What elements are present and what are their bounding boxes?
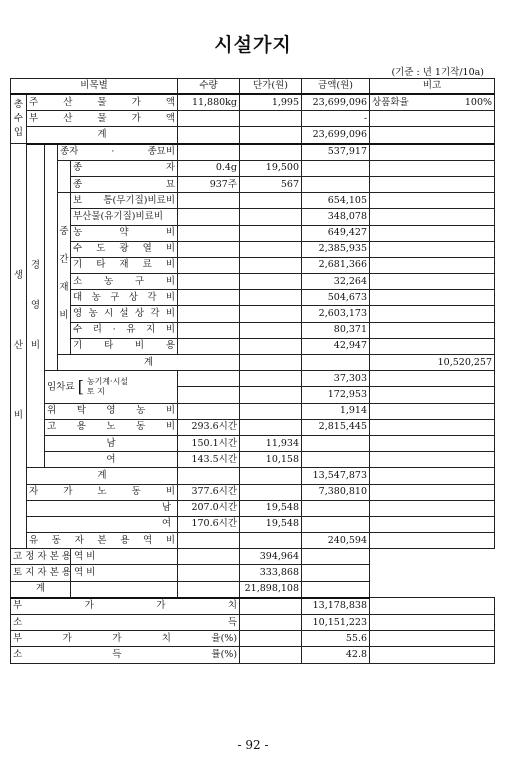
table-row — [11, 241, 495, 257]
table-row — [11, 549, 495, 565]
operating-label: 경영비 — [27, 144, 45, 468]
header-amount: 금액(원) — [302, 79, 370, 95]
table-row — [11, 452, 495, 468]
header-row — [11, 79, 495, 95]
page-title: 시설가지 — [214, 34, 292, 56]
table-row — [11, 631, 495, 647]
table-row — [11, 468, 495, 484]
summary-amount: 10,151,223 — [302, 615, 370, 631]
self-male-unit-price: 19,548 — [240, 500, 302, 516]
cost-item-label: 부산물(유기질)비료비 — [71, 209, 178, 225]
by-product-amount: - — [302, 111, 370, 127]
table-row — [11, 176, 495, 192]
table-row — [11, 516, 495, 532]
operating-total-label: 계 — [27, 468, 178, 484]
operating-total-amount: 13,547,873 — [302, 468, 370, 484]
table-row — [11, 127, 495, 144]
seed-label: 종자 · 종묘비 — [58, 144, 178, 161]
table-row — [11, 290, 495, 306]
self-labor-label: 자 가 노 동 비 — [27, 484, 178, 500]
cost-item-label: 소 농 구 비 — [71, 274, 178, 290]
hired-male-label: 남 — [45, 435, 178, 451]
table-row — [11, 225, 495, 241]
self-female-label: 여 — [27, 516, 178, 532]
table-row — [11, 419, 495, 435]
table-row — [11, 274, 495, 290]
cost-item-label: 기 타 비 용 — [71, 338, 178, 354]
cost-item-label: 수 도 광 열 비 — [71, 241, 178, 257]
cost-item-amount: 80,371 — [302, 322, 370, 338]
table-row — [11, 403, 495, 419]
table-row — [11, 615, 495, 631]
seedling-sub-label: 종 묘 — [71, 176, 178, 192]
main-product-unit-price: 1,995 — [240, 94, 302, 111]
cost-table — [10, 78, 495, 664]
table-row — [11, 598, 495, 615]
seed-sub-unit-price: 19,500 — [240, 160, 302, 176]
cost-item-label: 영 농 시 설 상 각 비 — [71, 306, 178, 322]
hired-female-quantity: 143.5시간 — [178, 452, 240, 468]
consignment-amount: 1,914 — [302, 403, 370, 419]
main-product-quantity: 11,880kg — [178, 94, 240, 111]
production-section-label: 생산비 — [11, 144, 27, 549]
income-total-label: 계 — [27, 127, 178, 144]
header-item: 비목별 — [11, 79, 178, 95]
table-row — [11, 306, 495, 322]
table-row — [11, 111, 495, 127]
capital-item-amount: 394,964 — [240, 549, 302, 565]
hired-male-unit-price: 11,934 — [240, 435, 302, 451]
cost-item-amount: 32,264 — [302, 274, 370, 290]
seed-sub-quantity: 0.4g — [178, 160, 240, 176]
hired-labor-quantity: 293.6시간 — [178, 419, 240, 435]
table-row — [11, 209, 495, 225]
consignment-label: 위 탁 영 농 비 — [45, 403, 178, 419]
main-product-label: 주 산 물 가 액 — [27, 94, 178, 111]
cost-item-amount: 2,681,366 — [302, 257, 370, 273]
cost-item-amount: 654,105 — [302, 193, 370, 209]
capital-item-label: 유 동 자 본 용 역 비 — [27, 533, 178, 549]
cost-item-amount: 348,078 — [302, 209, 370, 225]
summary-label: 소 득 률(%) — [11, 647, 240, 663]
self-male-label: 남 — [27, 500, 178, 516]
hired-labor-amount: 2,815,445 — [302, 419, 370, 435]
page-number: - 92 - — [237, 738, 269, 752]
table-row — [11, 193, 495, 209]
production-total-amount: 21,898,108 — [240, 581, 302, 598]
rent-land-amount: 172,953 — [302, 387, 370, 403]
intermediate-total-amount: 10,520,257 — [370, 355, 495, 371]
table-row — [11, 144, 495, 161]
table-row — [11, 647, 495, 663]
hired-female-unit-price: 10,158 — [240, 452, 302, 468]
header-unit-price: 단가(원) — [240, 79, 302, 95]
cost-item-label: 대 농 구 상 각 비 — [71, 290, 178, 306]
capital-item-label: 토 지 자 본 용 역 비 — [11, 565, 71, 581]
cost-item-label: 기 타 재 료 비 — [71, 257, 178, 273]
income-section-label: 총수입 — [11, 94, 27, 144]
cost-item-label: 수 리 · 유 지 비 — [71, 322, 178, 338]
seed-amount: 537,917 — [302, 144, 370, 161]
rent-machinery-label: 농기계·시설 — [86, 376, 129, 386]
table-row — [11, 338, 495, 354]
seedling-sub-quantity: 937주 — [178, 176, 240, 192]
self-labor-quantity: 377.6시간 — [178, 484, 240, 500]
table-row — [11, 355, 495, 371]
bracket-icon: [ — [77, 376, 84, 396]
intermediate-label: 중간재비 — [58, 193, 71, 355]
table-row — [11, 435, 495, 451]
capital-item-label: 고 정 자 본 용 역 비 — [11, 549, 71, 565]
cost-item-amount: 649,427 — [302, 225, 370, 241]
cost-item-amount: 2,385,935 — [302, 241, 370, 257]
capital-item-amount: 333,868 — [240, 565, 302, 581]
seed-sub-label: 종 자 — [71, 160, 178, 176]
self-female-unit-price: 19,548 — [240, 516, 302, 532]
summary-amount: 55.6 — [302, 631, 370, 647]
summary-label: 부 가 가 치 — [11, 598, 240, 615]
cost-item-amount: 42,947 — [302, 338, 370, 354]
by-product-label: 부 산 물 가 액 — [27, 111, 178, 127]
basis-note: (기준 : 년 1기작/10a) — [391, 67, 484, 78]
self-female-quantity: 170.6시간 — [178, 516, 240, 532]
header-quantity: 수량 — [178, 79, 240, 95]
table-row — [11, 533, 495, 549]
cost-item-amount: 504,673 — [302, 290, 370, 306]
remark-label: 상품화율 — [372, 96, 409, 108]
summary-amount: 13,178,838 — [302, 598, 370, 615]
cost-item-label: 농 약 비 — [71, 225, 178, 241]
table-row — [11, 484, 495, 500]
rent-land-label: 토 지 — [86, 386, 105, 396]
production-total-label: 계 — [11, 581, 71, 598]
capital-item-amount: 240,594 — [302, 533, 370, 549]
summary-label: 소 득 — [11, 615, 240, 631]
main-product-remark — [370, 94, 495, 111]
rent-cell — [45, 371, 178, 403]
table-row — [11, 257, 495, 273]
rent-label: 임차료 — [47, 381, 75, 393]
rent-machinery-amount: 37,303 — [302, 371, 370, 387]
table-row — [11, 371, 495, 387]
hired-labor-label: 고 용 노 동 비 — [45, 419, 178, 435]
self-labor-amount: 7,380,810 — [302, 484, 370, 500]
table-row — [11, 565, 495, 581]
remark-value: 100% — [464, 96, 493, 108]
income-total-amount: 23,699,096 — [302, 127, 370, 144]
table-row — [11, 94, 495, 111]
cost-item-label: 보 통(무기질)비료비 — [71, 193, 178, 209]
hired-female-label: 여 — [45, 452, 178, 468]
hired-male-quantity: 150.1시간 — [178, 435, 240, 451]
intermediate-total-label: 계 — [58, 355, 240, 371]
table-row — [11, 581, 495, 598]
summary-amount: 42.8 — [302, 647, 370, 663]
cost-item-amount: 2,603,173 — [302, 306, 370, 322]
table-row — [11, 322, 495, 338]
table-row — [11, 500, 495, 516]
rent-sub-labels — [87, 377, 128, 397]
table-row — [11, 160, 495, 176]
summary-label: 부 가 가 치 율(%) — [11, 631, 240, 647]
self-male-quantity: 207.0시간 — [178, 500, 240, 516]
header-remark: 비고 — [370, 79, 495, 95]
main-product-amount: 23,699,096 — [302, 94, 370, 111]
seedling-sub-unit-price: 567 — [240, 176, 302, 192]
